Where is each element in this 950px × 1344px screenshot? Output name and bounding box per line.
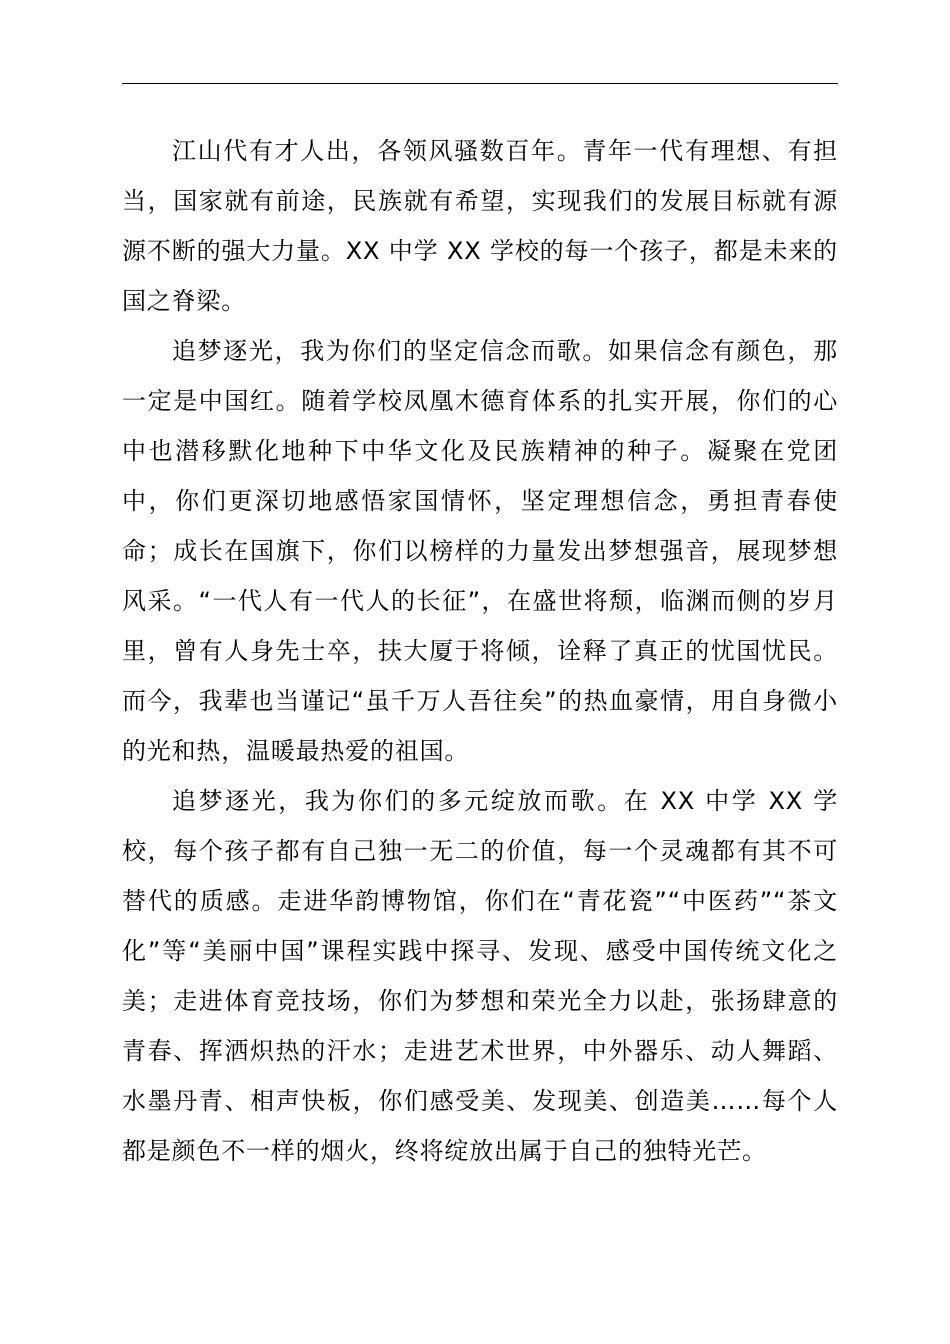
paragraph-1: 江山代有才人出，各领风骚数百年。青年一代有理想、有担当，国家就有前途，民族就有希望，实现我们的发展目标就有源源不断的强大力量。XX 中学 XX 学校的每一个孩子，都是未来的国之脊梁。	[122, 137, 838, 315]
paragraph-3: 追梦逐光，我为你们的多元绽放而歌。在 XX 中学 XX 学校，每个孩子都有自己独一无二的价值，每一个灵魂都有其不可替代的质感。走进华韵博物馆，你们在“青花瓷”“中医药”“茶文化”等“美丽中国”课程实践中探寻、发现、感受中国传统文化之美；走进体育竞技场，你们为梦想和荣光全力以赴，张扬肆意的青春、挥洒炽热的汗水；走进艺术世界，中外器乐、动人舞蹈、水墨丹青、相声快板，你们感受美、发现美、创造美……每个人都是颜色不一样的烟火，终将绽放出属于自己的独特光芒。	[122, 787, 838, 1165]
document-body	[122, 126, 866, 1176]
paragraph-2: 追梦逐光，我为你们的坚定信念而歌。如果信念有颜色，那一定是中国红。随着学校凤凰木德育体系的扎实开展，你们的心中也潜移默化地种下中华文化及民族精神的种子。凝聚在党团中，你们更深切地感悟家国情怀，坚定理想信念，勇担青春使命；成长在国旗下，你们以榜样的力量发出梦想强音，展现梦想风采。“一代人有一代人的长征”，在盛世将颓，临渊而侧的岁月里，曾有人身先士卒，扶大厦于将倾，诠释了真正的忧国忧民。而今，我辈也当谨记“虽千万人吾往矣”的热血豪情，用自身微小的光和热，温暖最热爱的祖国。	[122, 337, 838, 765]
header-rule	[122, 83, 838, 84]
